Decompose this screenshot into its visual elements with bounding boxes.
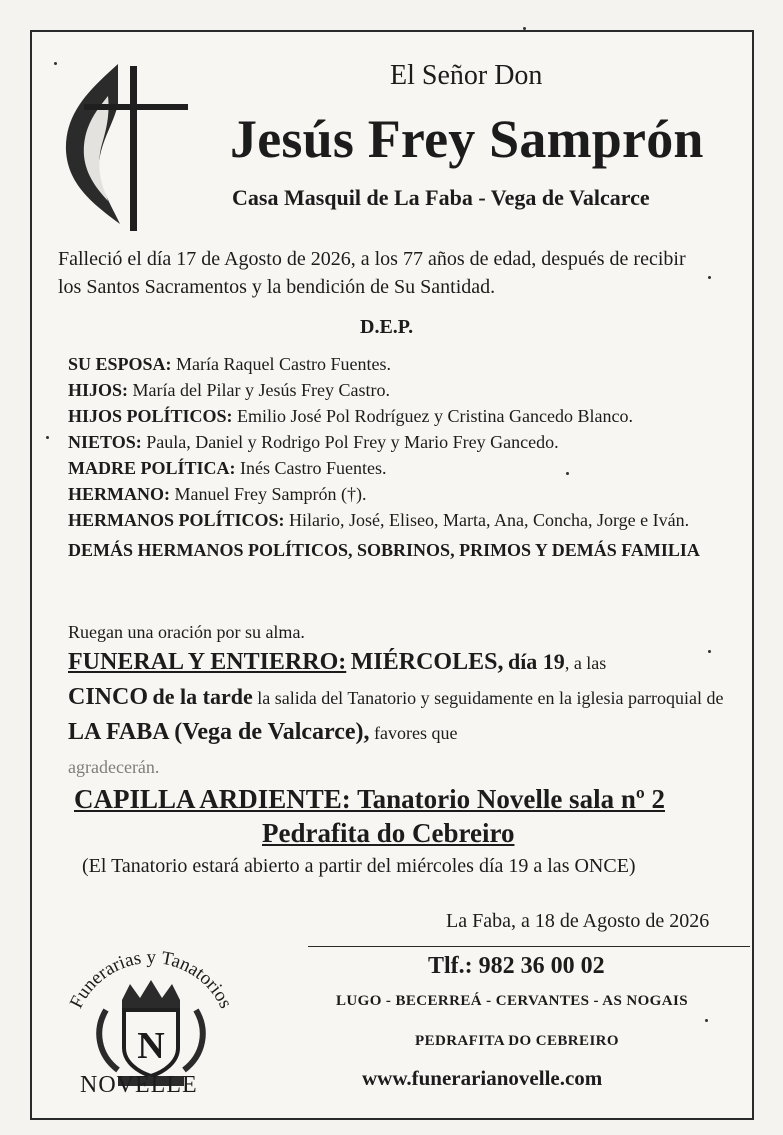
family-line-siblings-in-law <box>68 507 753 533</box>
family-value: Inés Castro Fuentes. <box>240 458 387 478</box>
family-line-grandchildren <box>68 429 753 455</box>
chapel-note: (El Tanatorio estará abierto a partir del miércoles día 19 a las ONCE) <box>82 855 636 877</box>
family-label: MADRE POLÍTICA: <box>68 458 236 478</box>
dep-mark: D.E.P. <box>360 316 414 338</box>
prayer-request: Ruegan una oración por su alma. <box>68 622 305 642</box>
speck <box>54 62 57 65</box>
header-intro: El Señor Don <box>390 60 543 91</box>
date-place: La Faba, a 18 de Agosto de 2026 <box>446 910 710 932</box>
footer-divider <box>308 946 750 947</box>
speck <box>46 436 49 439</box>
logo-letter: N <box>137 1025 165 1067</box>
family-label: NIETOS: <box>68 432 142 452</box>
deceased-house: Casa Masquil de La Faba - Vega de Valcarce <box>232 185 650 210</box>
family-line-brother <box>68 481 753 507</box>
funeral-text-4: agradecerán. <box>68 757 160 777</box>
family-value: María Raquel Castro Fuentes. <box>176 354 391 374</box>
family-value: María del Pilar y Jesús Frey Castro. <box>132 380 390 400</box>
family-line-children <box>68 377 753 403</box>
family-value: Hilario, José, Eliseo, Marta, Ana, Concha, Jorge e Iván. <box>289 510 690 530</box>
speck <box>566 472 569 475</box>
deceased-name: Jesús Frey Samprón <box>230 109 704 169</box>
funeral-heading: FUNERAL Y ENTIERRO: <box>68 649 347 675</box>
family-value: Paula, Daniel y Rodrigo Pol Frey y Mario Frey Gancedo. <box>146 432 559 452</box>
locations: LUGO - BECERREÁ - CERVANTES - AS NOGAIS <box>336 993 688 1009</box>
brand-name: NOVELLE <box>80 1072 198 1098</box>
family-extra: DEMÁS HERMANOS POLÍTICOS, SOBRINOS, PRIMOS Y DEMÁS FAMILIA <box>68 540 700 560</box>
website-link[interactable]: www.funerarianovelle.com <box>362 1066 603 1090</box>
family-label: SU ESPOSA: <box>68 354 172 374</box>
family-label: HIJOS POLÍTICOS: <box>68 406 233 426</box>
family-value: Manuel Frey Samprón (†). <box>174 484 367 504</box>
family-list <box>68 351 753 563</box>
cross-flame-icon <box>56 56 196 236</box>
location-pedrafita: PEDRAFITA DO CEBREIRO <box>415 1033 619 1049</box>
chapel-line-1: CAPILLA ARDIENTE: Tanatorio Novelle sala nº 2 <box>74 784 665 814</box>
speck <box>523 27 526 30</box>
family-line-in-laws <box>68 403 753 429</box>
funeral-time-2: de la tarde <box>152 684 253 709</box>
speck <box>705 1019 708 1022</box>
family-label: HIJOS: <box>68 380 129 400</box>
funeral-place: LA FABA (Vega de Valcarce), <box>68 719 370 745</box>
funeral-day: MIÉRCOLES, <box>350 649 504 675</box>
funeral-text-3: favores que <box>374 723 458 743</box>
family-label: HERMANO: <box>68 484 170 504</box>
funeral-date: día 19 <box>507 649 565 674</box>
funeral-details <box>68 645 758 784</box>
family-value: Emilio José Pol Rodríguez y Cristina Gancedo Blanco. <box>237 406 633 426</box>
family-label: HERMANOS POLÍTICOS: <box>68 510 285 530</box>
logo-arc-text: Funerarias y Tanatorios <box>65 946 237 1012</box>
chapel-line-2: Pedrafita do Cebreiro <box>262 818 515 848</box>
speck <box>708 276 711 279</box>
funeral-text-2: la salida del Tanatorio y seguidamente en la iglesia parroquial de <box>257 688 724 708</box>
funeral-text-1: , a las <box>564 653 607 673</box>
death-announcement: Falleció el día 17 de Agosto de 2026, a los 77 años de edad, después de recibir los Santos Sacramentos y la bendición de Su Santidad. <box>58 248 686 298</box>
family-line-mother-in-law <box>68 455 753 481</box>
funeral-time: CINCO <box>68 684 149 710</box>
speck <box>708 650 711 653</box>
family-line-spouse <box>68 351 753 377</box>
phone-number: Tlf.: 982 36 00 02 <box>428 953 605 979</box>
